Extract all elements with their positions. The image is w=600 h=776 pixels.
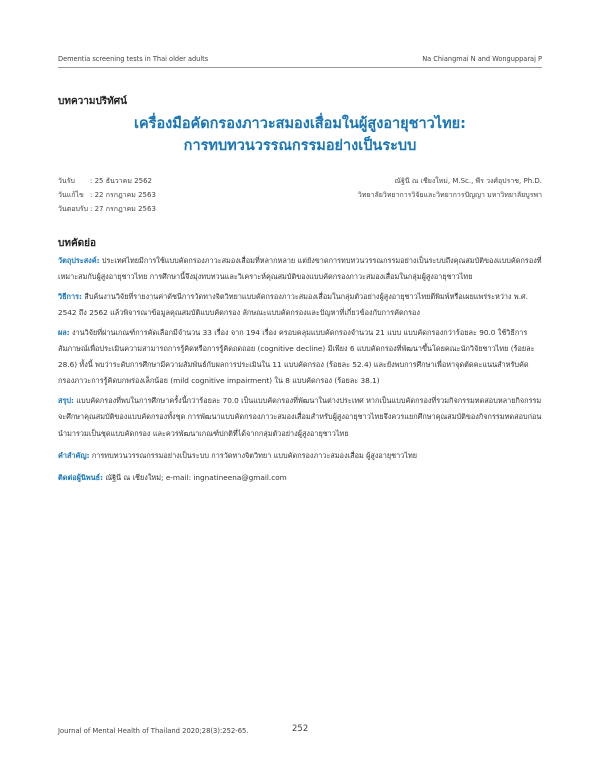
author-affiliation: วิทยาลัยวิทยาการวิจัยและวิทยาการปัญญา มหาวิทยาลัยบูรพา [357,191,542,199]
keywords-text: การทบทวนวรรณกรรมอย่างเป็นระบบ การวัดทางจิตวิทยา แบบคัดกรองภาวะสมองเสื่อม ผู้สูงอายุชาวไทย [91,450,418,460]
contact-label: ติดต่อผู้นิพนธ์: [58,472,104,482]
article-title-line-2: การทบทวนวรรณกรรมอย่างเป็นระบบ [183,138,417,154]
objective-text: ประเทศไทยมีการใช้แบบคัดกรองภาวะสมองเสื่อมที่หลากหลาย แต่ยังขาดการทบทวนวรรณกรรมอย่างเป็นระบบถึงคุณสมบัติของแบบคัดกรองที่เหมาะสมกับผู้สูงอายุชาวไทย การศึกษานี้จึงมุ่งทบทวนและวิเคราะห์คุณสมบัติของแบบคัดกรองภาวะสมองเสื่อมในกลุ่มผู้สูงอายุชาวไทย [58,256,542,282]
results-text: งานวิจัยที่ผ่านเกณฑ์การคัดเลือกมีจำนวน 33 เรื่อง จาก 194 เรื่อง ครอบคลุมแบบคัดกรองจำนวน 21 แบบ แบบคัดกรองกว่าร้อยละ 90.0 ใช้วิธีการสัมภาษณ์เพื่อประเมินความสามารถการรู้คิดหรือการรู้คิดถดถอย (cognitive decline) มีเพียง 6 แบบคัดกรองที่พัฒนาขึ้นโดยคณะนักวิจัยชาวไทย (ร้อยละ 28.6) ทั้งนี้ พบว่าระดับการศึกษามีความสัมพันธ์กับผลการประเมินใน 11 แบบคัดกรอง (ร้อยละ 52.4) และยังพบการศึกษาเพื่อหาจุดตัดคะแนนสำหรับคัดกรองภาวะการรู้คิดบกพร่องเล็กน้อย (mild cognitive impairment) ใน 8 แบบคัดกรอง (ร้อยละ 38.1) [58,327,535,386]
methods-label: วิธีการ: [58,291,82,301]
date-label: วันรับ [58,177,75,185]
article-type: บทความปริทัศน์ [58,96,127,107]
article-dates [58,176,156,218]
date-value: : 27 กรกฎาคม 2563 [90,205,156,213]
abstract-results [58,325,542,390]
abstract-body [58,253,542,490]
journal-citation: Journal of Mental Health of Thailand 2020;28(3):252-65. [58,727,249,735]
abstract-heading: บทคัดย่อ [58,238,96,249]
abstract-contact [58,470,542,486]
article-title-line-1: เครื่องมือคัดกรองภาวะสมองเสื่อมในผู้สูงอายุชาวไทย: [134,116,466,132]
abstract-objective [58,253,542,285]
author-names: ณัฐินี ณ เชียงใหม่, M.Sc., พีร วงศ์อุปราช, Ph.D. [394,177,542,185]
running-header-title: Dementia screening tests in Thai older adults [58,55,209,63]
methods-text: สืบค้นงานวิจัยที่รายงานค่าดัชนีการวัดทางจิตวิทยาแบบคัดกรองภาวะสมองเสื่อมในกลุ่มตัวอย่างผู้สูงอายุชาวไทยตีพิมพ์หรือเผยแพร่ระหว่าง พ.ศ. 2542 ถึง 2562 แล้วพิจารณาข้อมูลคุณสมบัติแบบคัดกรอง ลักษณะแบบคัดกรองและปัญหาที่เกี่ยวข้องกับการคัดกรอง [58,291,528,318]
date-label: วันแก้ไข [58,191,84,199]
date-value: : 25 ธันวาคม 2562 [90,177,152,185]
date-label: วันตอบรับ [58,205,89,213]
conclusion-label: สรุป: [58,396,74,406]
header-divider [58,67,542,68]
abstract-methods [58,289,542,321]
objective-label: วัตถุประสงค์: [58,256,100,265]
running-header-authors: Na Chiangmai N and Wongupparaj P [422,55,542,63]
date-revised [58,190,156,204]
conclusion-text: แบบคัดกรองที่พบในการศึกษาครั้งนี้กว่าร้อยละ 70.0 เป็นแบบคัดกรองที่พัฒนาในต่างประเทศ หากเป็นแบบคัดกรองที่รวมกิจกรรมทดสอบหลายกิจกรรมจะศึกษาคุณสมบัติของแบบคัดกรองทั้งชุด การพัฒนาแบบคัดกรองภาวะสมองเสื่อมสำหรับผู้สูงอายุชาวไทยจึงควรแยกศึกษาคุณสมบัติของกิจกรรมทดสอบก่อนนำมารวมเป็นชุดแบบคัดกรอง และควรพัฒนาเกณฑ์ปกติที่ได้จากกลุ่มตัวอย่างผู้สูงอายุชาวไทย [58,396,542,438]
abstract-keywords [58,448,542,464]
abstract-conclusion [58,393,542,442]
date-received [58,176,156,190]
contact-text: ณัฐินี ณ เชียงใหม่; e-mail: ingnatineena@gmail.com [105,472,287,482]
date-value: : 22 กรกฎาคม 2563 [90,191,156,199]
running-header [58,55,542,65]
date-accepted [58,204,156,218]
author-block [358,176,542,204]
page-number: 252 [292,724,309,734]
results-label: ผล: [58,327,70,337]
keywords-label: คำสำคัญ: [58,450,90,460]
